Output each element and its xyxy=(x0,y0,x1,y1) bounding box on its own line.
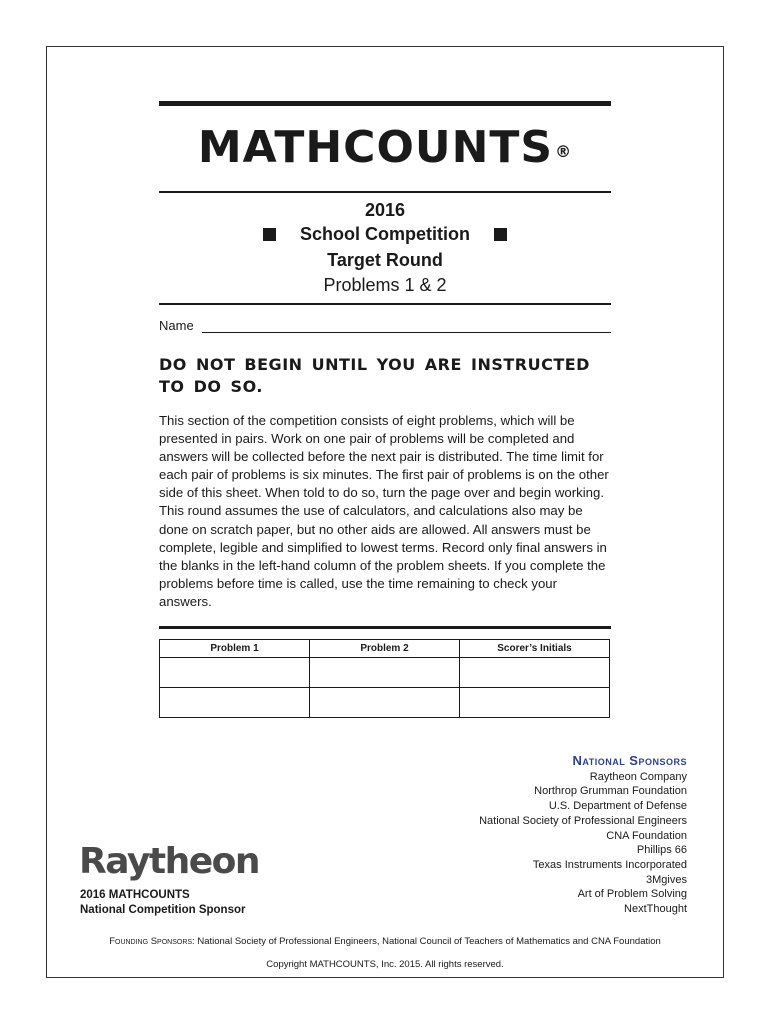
sponsor-item: Art of Problem Solving xyxy=(577,888,687,901)
square-bullet-icon xyxy=(494,228,507,241)
founding-sponsors-label: Founding Sponsors: xyxy=(109,936,195,947)
name-blank-line[interactable] xyxy=(202,318,611,333)
sponsor-item: National Society of Professional Engineers xyxy=(479,814,687,827)
score-cell[interactable] xyxy=(460,688,610,718)
top-rule xyxy=(159,101,611,106)
sponsors-heading: National Sponsors xyxy=(572,753,687,768)
sponsor-item: Raytheon Company xyxy=(589,770,687,783)
copyright-notice: Copyright MATHCOUNTS, Inc. 2015. All rights reserved. xyxy=(266,959,504,970)
header-problem-2: Problem 2 xyxy=(310,640,460,658)
national-sponsor-caption xyxy=(80,888,245,918)
score-cell[interactable] xyxy=(310,658,460,688)
caption-line-1: 2016 MATHCOUNTS xyxy=(80,889,190,901)
sponsor-item: CNA Foundation xyxy=(606,829,687,842)
logo-text: MATHCOUNTS xyxy=(197,122,554,173)
name-label: Name xyxy=(159,318,194,333)
sponsor-item: Texas Instruments Incorporated xyxy=(532,858,687,871)
caption-line-2: National Competition Sponsor xyxy=(80,904,246,916)
table-rule xyxy=(159,626,611,629)
founding-sponsors-text: National Society of Professional Engineers, National Council of Teachers of Mathematics and CNA Foundation xyxy=(194,936,661,947)
score-table xyxy=(159,639,610,718)
sponsor-item: 3Mgives xyxy=(646,873,687,886)
score-table-header-row xyxy=(160,640,610,658)
competition-title-row xyxy=(159,224,611,245)
square-bullet-icon xyxy=(263,228,276,241)
score-cell[interactable] xyxy=(160,688,310,718)
score-cell[interactable] xyxy=(160,658,310,688)
sponsor-item: NextThought xyxy=(624,903,687,916)
score-cell[interactable] xyxy=(310,688,460,718)
table-row xyxy=(160,658,610,688)
competition-name: School Competition xyxy=(300,224,470,244)
title-rule xyxy=(159,303,611,305)
founding-sponsors xyxy=(46,936,724,947)
sponsor-item: U.S. Department of Defense xyxy=(548,800,687,813)
warning-heading: DO NOT BEGIN UNTIL YOU ARE INSTRUCTED TO DO SO. xyxy=(159,355,590,396)
name-field xyxy=(159,318,611,333)
sponsor-item: Northrop Grumman Foundation xyxy=(534,785,687,798)
header-scorers-initials: Scorer’s Initials xyxy=(460,640,610,658)
score-cell[interactable] xyxy=(460,658,610,688)
raytheon-logo: Raytheon xyxy=(79,841,259,882)
sponsor-item: Phillips 66 xyxy=(636,844,687,857)
problems-subtitle: Problems 1 & 2 xyxy=(323,275,447,295)
instructions-paragraph: This section of the competition consists of eight problems, which will be presented in pairs. Work on one pair of problems will be completed and answers will be collected before the next pair is distributed. The time limit for each pair of problems is six minutes. The first pair of problems is on the other side of this sheet. When told to do so, turn the page over and begin working. This round assumes the use of calculators, and calculations also may be done on scratch paper, but no other aids are allowed. All answers must be complete, legible and simplified to lowest terms. Record only final answers in the blanks in the left-hand column of the problem sheets. If you complete the problems before time is called, use the time remaining to check your answers. xyxy=(159,413,609,609)
table-row xyxy=(160,688,610,718)
registered-mark: ® xyxy=(555,142,573,161)
mathcounts-logo xyxy=(159,122,611,174)
round-title: Target Round xyxy=(327,250,443,270)
header-problem-1: Problem 1 xyxy=(160,640,310,658)
national-sponsors-list xyxy=(367,754,687,917)
competition-year: 2016 xyxy=(364,200,406,220)
logo-rule xyxy=(159,191,611,193)
